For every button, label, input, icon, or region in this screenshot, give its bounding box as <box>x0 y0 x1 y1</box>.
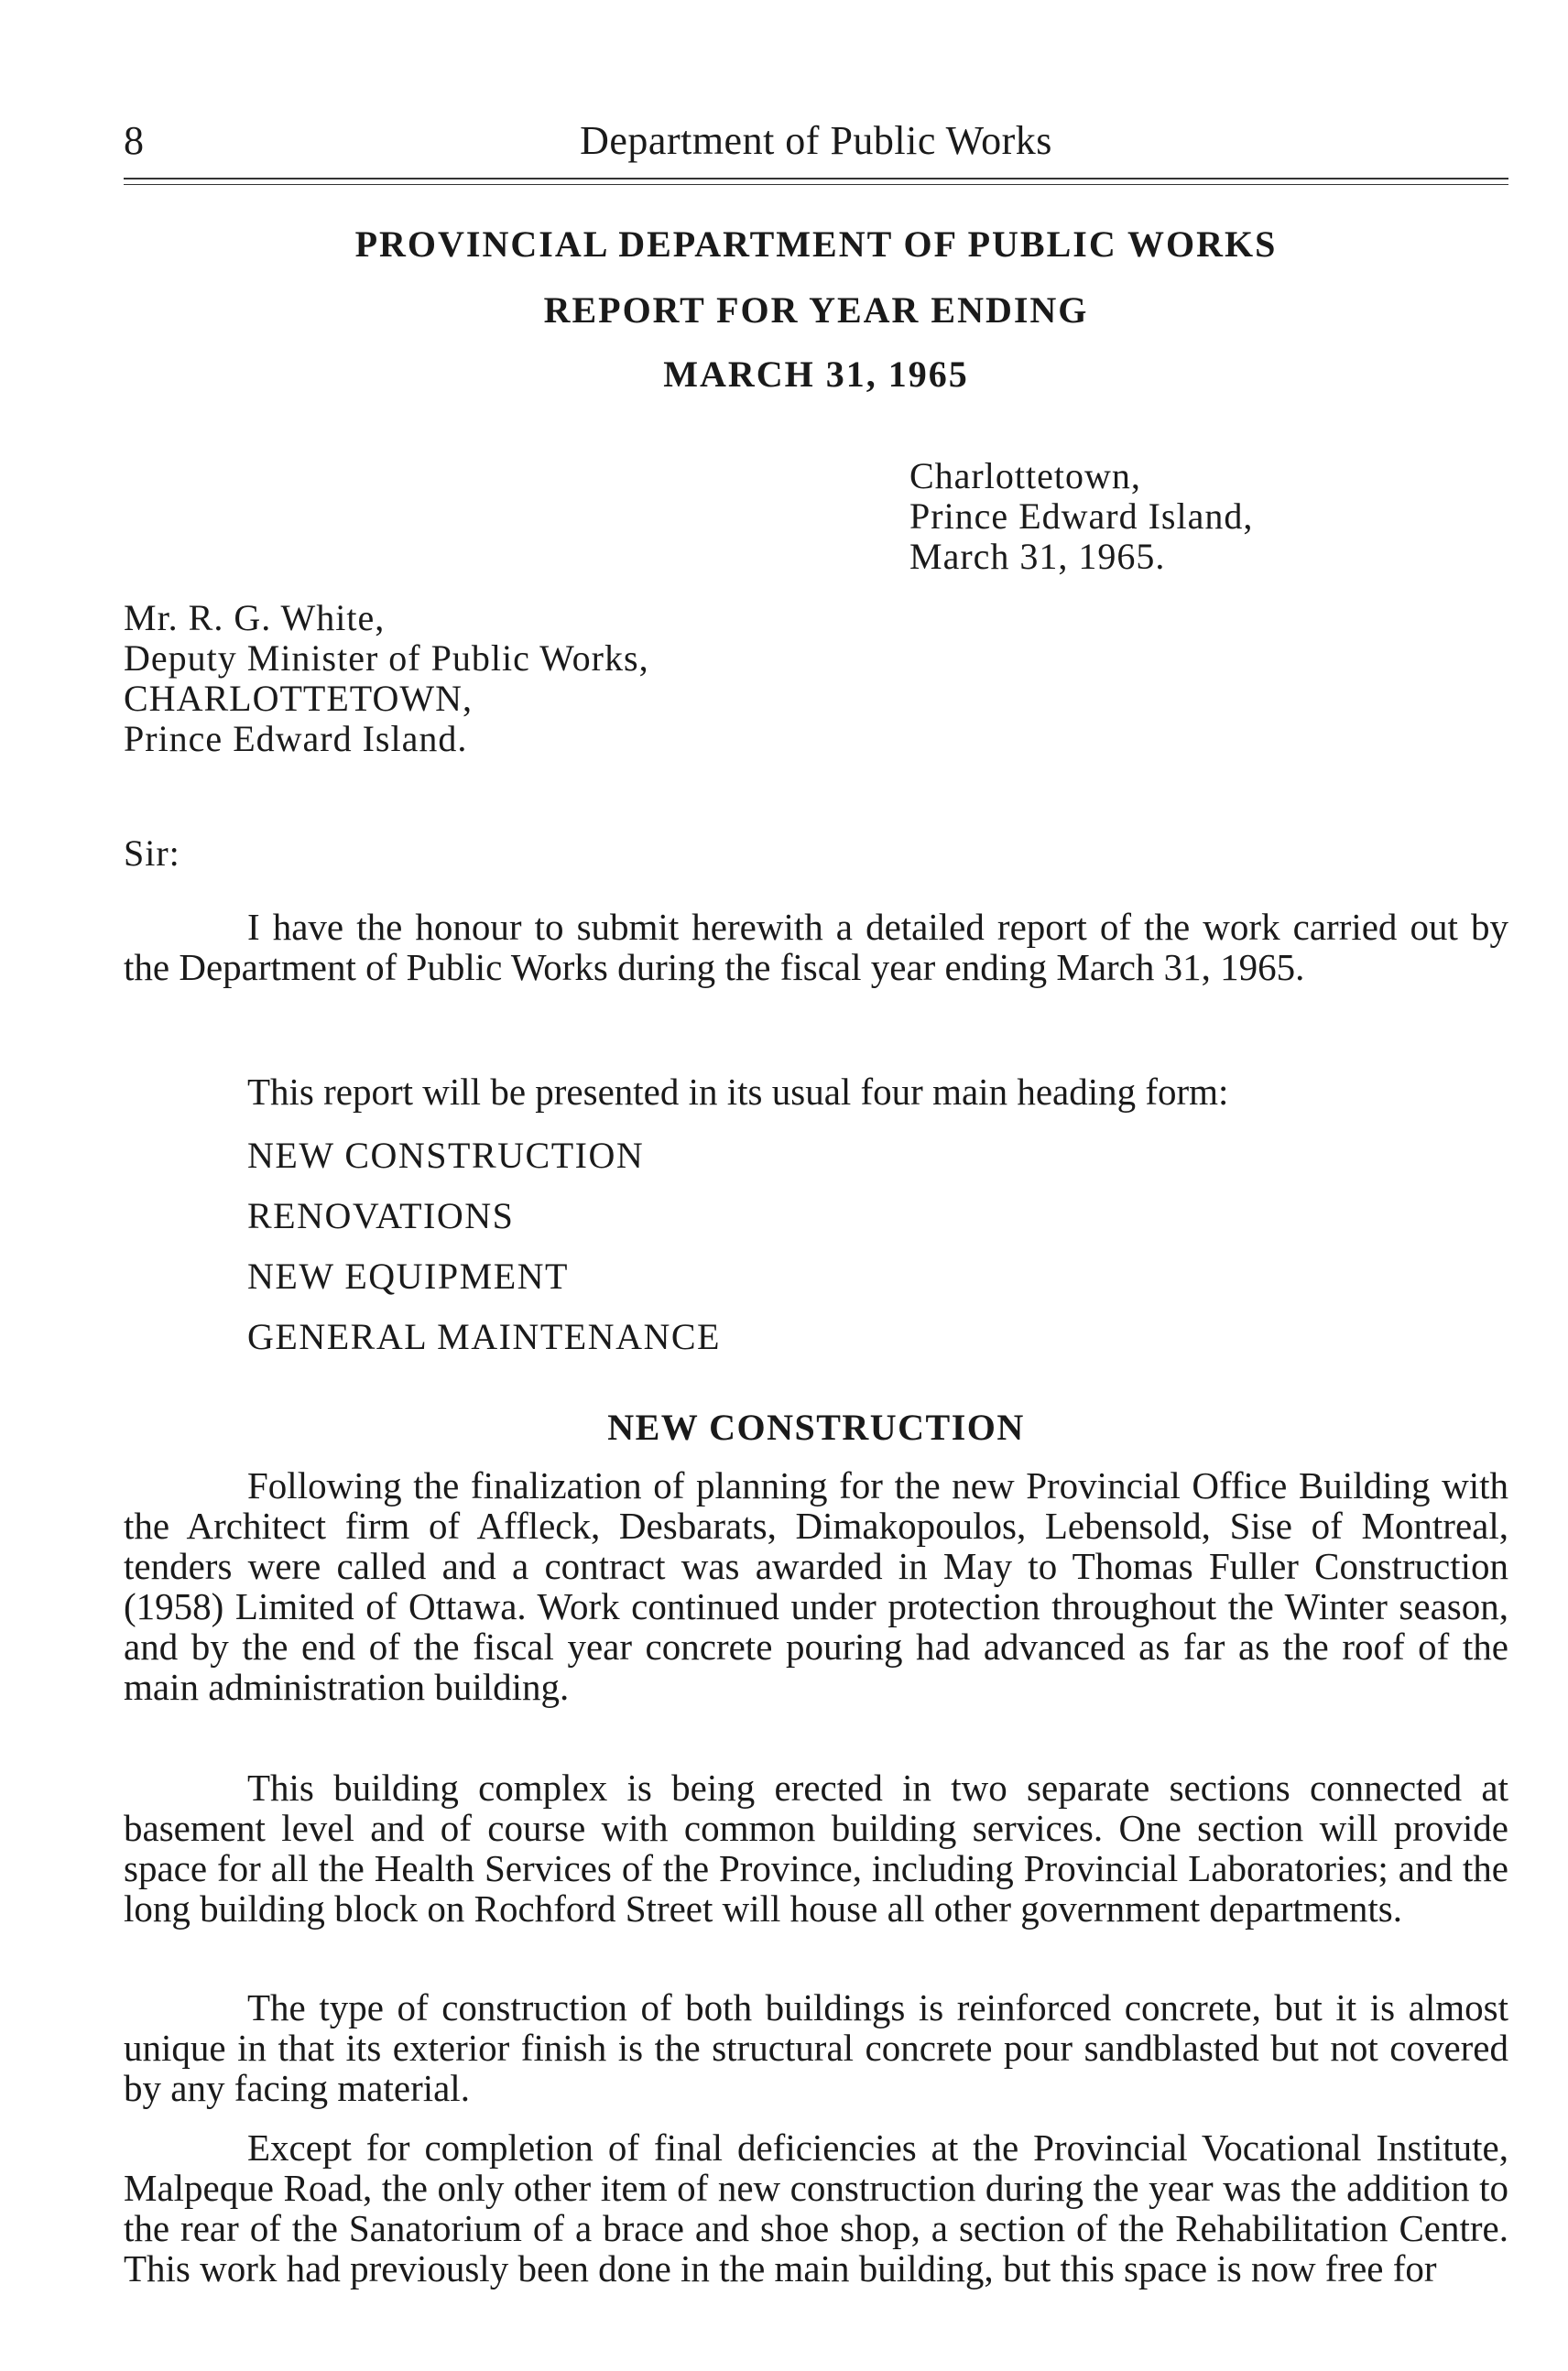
main-heading-item: NEW EQUIPMENT <box>247 1256 569 1297</box>
section-heading: NEW CONSTRUCTION <box>607 1407 1025 1448</box>
letter-date: March 31, 1965. <box>909 536 1166 577</box>
place-province: Prince Edward Island, <box>909 495 1254 537</box>
report-title-line-1: PROVINCIAL DEPARTMENT OF PUBLIC WORKS <box>354 223 1278 265</box>
section-paragraph: Except for completion of final deficiencies at the Provincial Vocational Institute, Malpeque Road, the only other item of new construction during the year was the addition to the rear of the Sanatorium of a brace and shoe shop, a section of the Rehabilitation Centre. This work had previously been done in the main building, but this space is now free for <box>124 2126 1508 2289</box>
addressee-province: Prince Edward Island. <box>124 718 468 759</box>
header-rule-thin <box>124 184 1508 185</box>
intro-paragraph: I have the honour to submit herewith a detailed report of the work carried out by the Department of Public Works during the fiscal year ending March 31, 1965. <box>124 906 1508 988</box>
addressee-city: CHARLOTTETOWN, <box>124 678 473 719</box>
place-and-date <box>909 456 1253 577</box>
place-city: Charlottetown, <box>909 455 1141 496</box>
running-head: Department of Public Works <box>580 118 1052 163</box>
main-headings-list <box>247 1136 721 1377</box>
report-title-line-2: REPORT FOR YEAR ENDING <box>543 289 1089 331</box>
main-heading-item: NEW CONSTRUCTION <box>247 1135 645 1176</box>
page-number: 8 <box>124 118 144 163</box>
main-heading-item: GENERAL MAINTENANCE <box>247 1316 721 1357</box>
header-rule <box>124 178 1508 179</box>
section-paragraph: This building complex is being erected in two separate sections connected at basement level and of course with common building services. One section will provide space for all the Health Services of the Province, including Provincial Laboratories; and the long building block on Rochford Street will house all other government departments. <box>124 1767 1508 1930</box>
section-paragraph: The type of construction of both buildings is reinforced concrete, but it is almost unique in that its exterior finish is the structural concrete pour sandblasted but not covered by any facing material. <box>124 1986 1508 2109</box>
page-header <box>124 117 1508 172</box>
salutation: Sir: <box>124 832 180 874</box>
addressee-title: Deputy Minister of Public Works, <box>124 637 649 679</box>
addressee-name: Mr. R. G. White, <box>124 597 386 638</box>
report-title-line-3: MARCH 31, 1965 <box>663 353 969 395</box>
addressee-block <box>124 598 649 759</box>
section-paragraph: Following the finalization of planning for the new Provincial Office Building with the Architect firm of Affleck, Desbarats, Dimakopoulos, Lebensold, Sise of Montreal, tenders were called and a contract was awarded in May to Thomas Fuller Construction (1958) Limited of Ottawa. Work continued under protection throughout the Winter season, and by the end of the fiscal year concrete pouring had advanced as far as the roof of the main administration building. <box>124 1464 1508 1708</box>
form-paragraph: This report will be presented in its usual four main heading form: <box>247 1071 1229 1113</box>
main-heading-item: RENOVATIONS <box>247 1195 515 1236</box>
